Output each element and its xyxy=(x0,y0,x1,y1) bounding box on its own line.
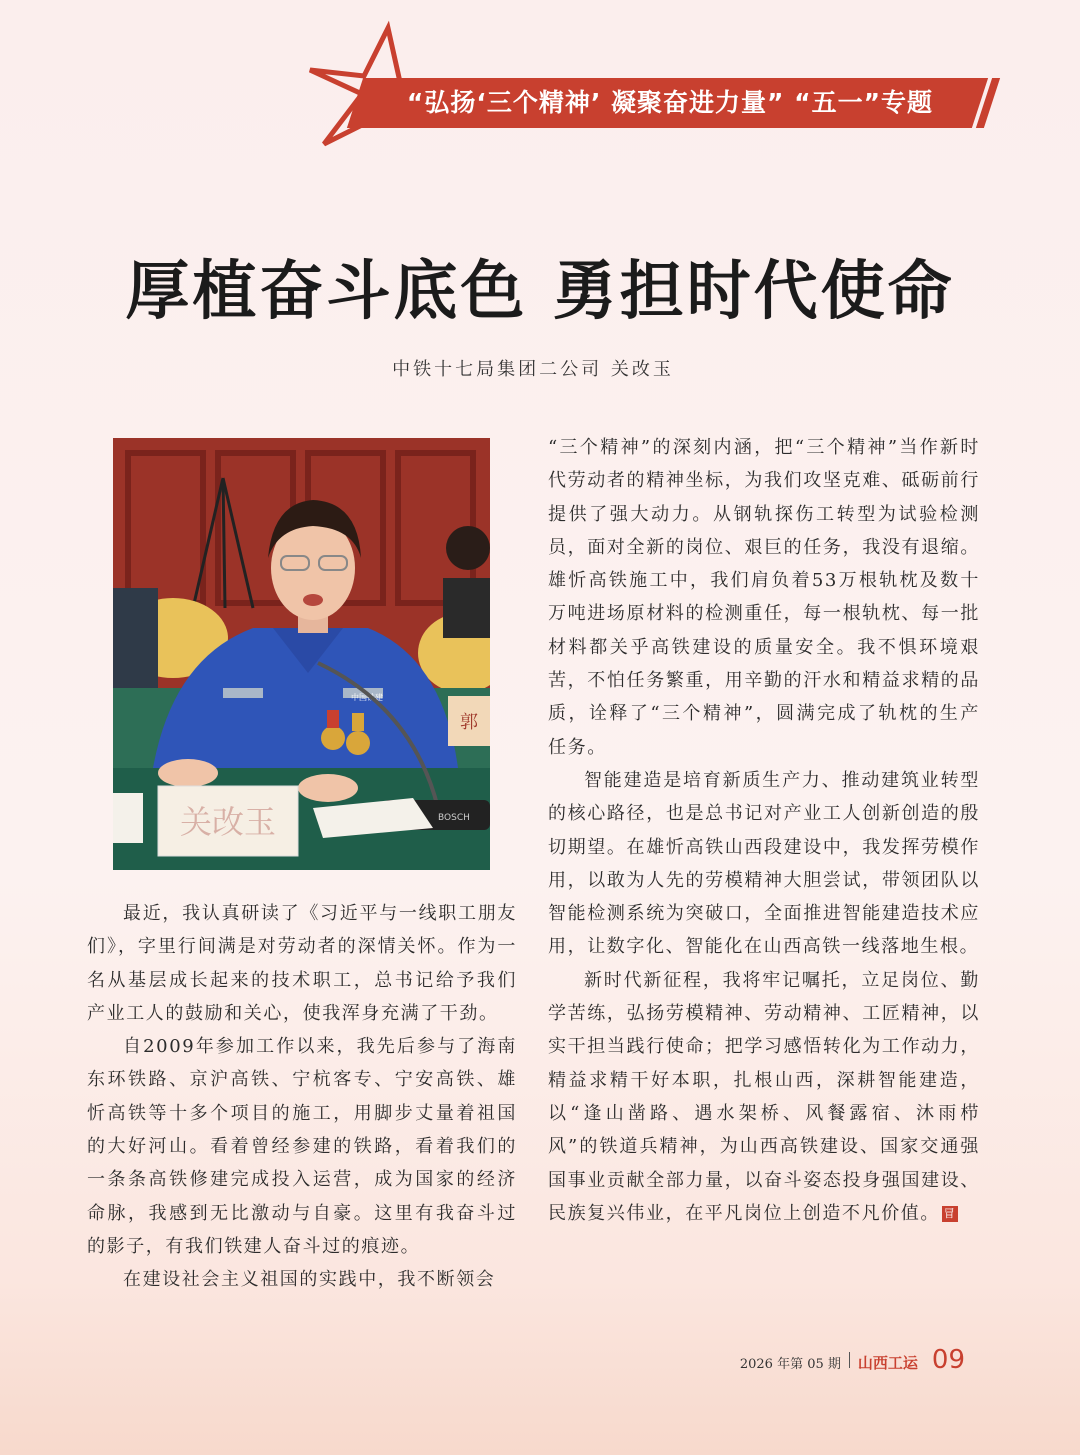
paragraph-text: 新时代新征程，我将牢记嘱托，立足岗位、勤学苦练，弘扬劳模精神、劳动精神、工匠精神，以实干担当践行使命；把学习感悟转化为工作动力，精益求精干好本职，扎根山西，深耕智能建造，以“逢山凿路、遇水架桥、风餐露宿、沐雨栉风”的铁道兵精神，为山西高铁建设、国家交通强国事业贡献全部力量，以奋斗姿态投身强国建设、民族复兴伟业，在平凡岗位上创造不凡价值。 xyxy=(548,969,980,1224)
badge-text: 中国铁建 xyxy=(351,693,383,702)
page-footer xyxy=(740,1345,965,1375)
paragraph: 智能建造是培育新质生产力、推动建筑业转型的核心路径，也是总书记对产业工人创新创造的殷切期望。在雄忻高铁山西段建设中，我发挥劳模作用，以敢为人先的劳模精神大胆尝试，带领团队以智能检测系统为突破口，全面推进智能建造技术应用，让数字化、智能化在山西高铁一线落地生根。 xyxy=(548,769,980,958)
nameplate-text: 关改玉 xyxy=(179,803,277,841)
paragraph-continuation: “三个精神”的深刻内涵，把“三个精神”当作新时代劳动者的精神坐标，为我们攻坚克难、砥砺前行提供了强大动力。从钢轨探伤工转型为试验检测员，面对全新的岗位、艰巨的任务，我没有退缩。雄忻高铁施工中，我们肩负着53万根轨枕及数十万吨进场原材料的检测重任，每一根轨枕、每一批材料都关乎高铁建设的质量安全。我不惧环境艰苦，不怕任务繁重，用辛勤的汗水和精益求精的品质，诠释了“三个精神”，圆满完成了轨枕的生产任务。 xyxy=(548,437,980,758)
right-column xyxy=(548,431,980,1230)
left-column xyxy=(87,897,517,1297)
end-mark-icon: 冒 xyxy=(943,1206,957,1220)
paragraph: 自2009年参加工作以来，我先后参与了海南东环铁路、京沪高铁、宁杭客专、宁安高铁、雄忻高铁等十多个项目的施工，用脚步丈量着祖国的大好河山。看着曾经参建的铁路，看着我们的一条条高铁修建完成投入运营，成为国家的经济命脉，我感到无比激动与自豪。这里有我奋斗过的影子，有我们铁建人奋斗过的痕迹。 xyxy=(87,1036,517,1257)
issue-number: 2026 年第 05 期 xyxy=(739,1357,841,1372)
paragraph: 在建设社会主义祖国的实践中，我不断领会 xyxy=(123,1269,496,1291)
banner-text: “弘扬‘三个精神’ 凝聚奋进力量” “五一”专题 xyxy=(406,88,934,117)
topic-banner xyxy=(300,20,1000,160)
footer-divider xyxy=(849,1352,850,1368)
magazine-name: 山西工运 xyxy=(857,1354,918,1372)
speaker-photo xyxy=(113,438,490,870)
side-nameplate-text: 郭 xyxy=(460,712,478,733)
page-number: 09 xyxy=(931,1345,965,1375)
mic-brand: BOSCH xyxy=(438,813,470,823)
article-byline: 中铁十七局集团二公司 关改玉 xyxy=(392,359,674,380)
paragraph xyxy=(548,964,980,1230)
article-title: 厚植奋斗底色 勇担时代使命 xyxy=(125,254,955,329)
paragraph: 最近，我认真研读了《习近平与一线职工朋友们》，字里行间满是对劳动者的深情关怀。作为一名从基层成长起来的技术职工，总书记给予我们产业工人的鼓励和关心，使我浑身充满了干劲。 xyxy=(87,903,517,1024)
speaker-illustration xyxy=(113,438,490,870)
